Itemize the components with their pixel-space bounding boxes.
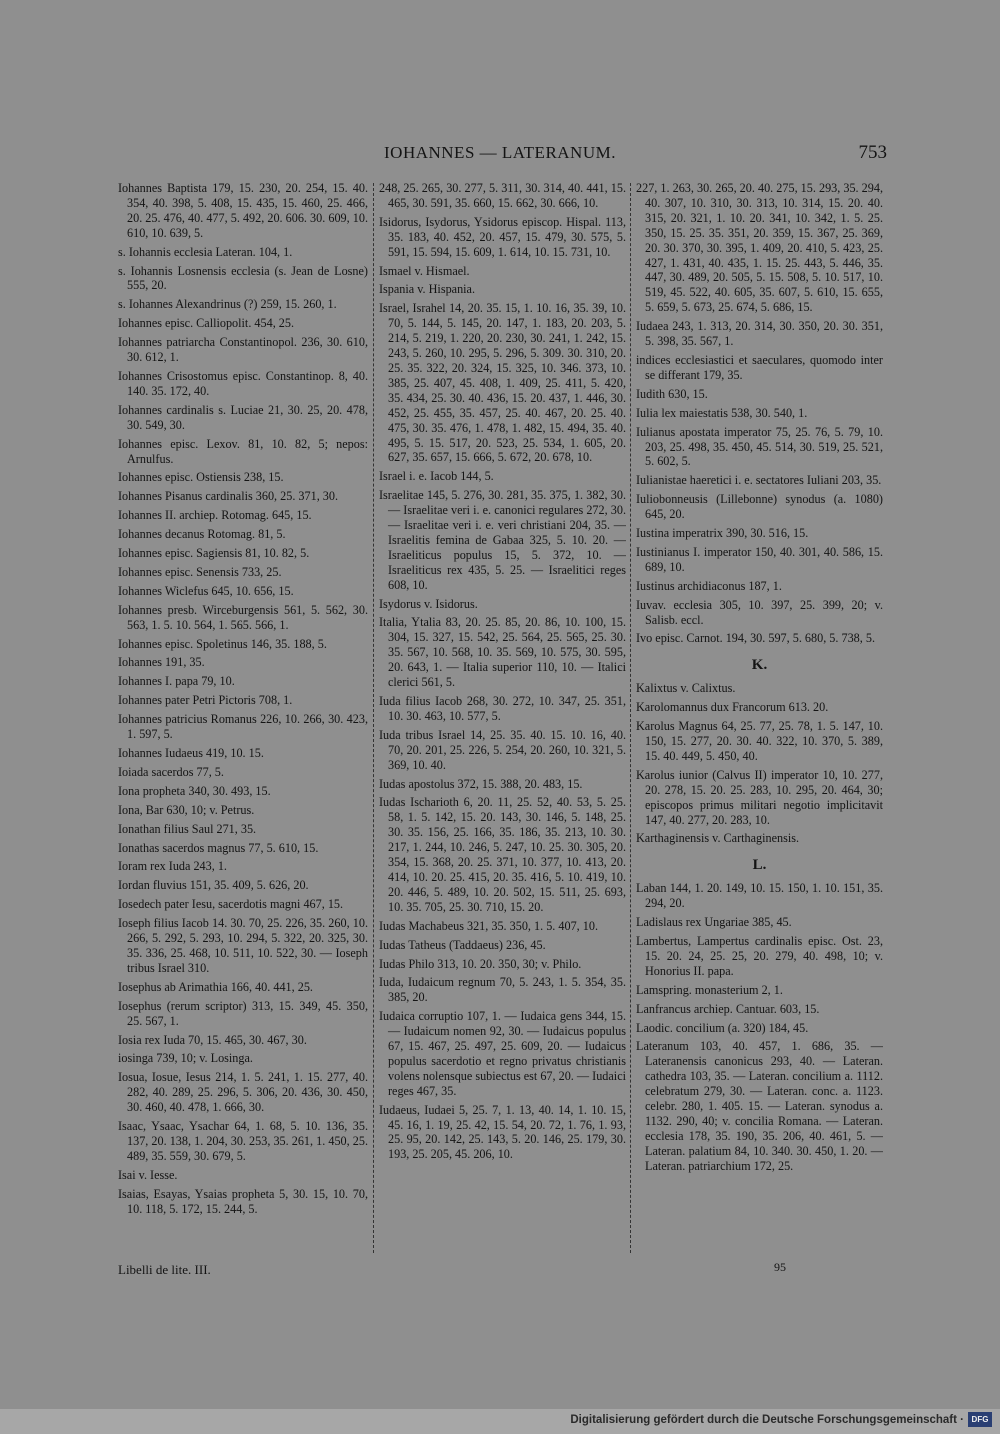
index-entry: Iudas Ischarioth 6, 20. 11, 25. 52, 40. 53, 5. 25. 58, 1. 5. 142, 15. 20. 143, 30. 146, 5. 148, 25. 30. 35. 156, 25. 166, 35. 186, 35. 213, 10. 30. 217, 1. 244, 10. 246, 5. 247, 10. 25. 30. 305, 20. 354, 15. 368, 20. 25. 371, 10. 377, 10. 413, 20. 414, 10. 20. 25. 415, 20. 35. 416, 5. 10. 419, 10. 20. 446, 5. 489, 10. 20. 502, 15. 511, 25. 693, 10. 35. 705, 25. 30. 710, 15. 20.	[379, 795, 626, 914]
index-entry: 248, 25. 265, 30. 277, 5. 311, 30. 314, 40. 441, 15. 465, 30. 591, 35. 660, 15. 662, 30. 666, 10.	[379, 181, 626, 210]
index-entry: 227, 1. 263, 30. 265, 20. 40. 275, 15. 293, 35. 294, 40. 307, 10. 310, 30. 313, 10. 314, 15. 20. 40. 315, 20. 321, 1. 10. 20. 341, 10. 342, 1. 5. 25. 350, 15. 25. 35. 351, 20. 359, 15. 367, 25. 369, 20. 30. 370, 30. 395, 1. 409, 20. 410, 5. 423, 25. 427, 1. 431, 40. 435, 1. 15. 25. 443, 5. 446, 35. 447, 30. 489, 20. 505, 5. 15. 508, 5. 10. 517, 10. 519, 45. 522, 40. 605, 35. 607, 5. 610, 15. 655, 5. 659, 5. 673, 25. 674, 5. 686, 15.	[636, 181, 883, 315]
index-entry: Isaias, Esayas, Ysaias propheta 5, 30. 15, 10. 70, 10. 118, 5. 172, 15. 244, 5.	[118, 1186, 368, 1216]
footer-signature: 95	[774, 1260, 786, 1274]
index-entry: Isai v. Iesse.	[118, 1167, 178, 1182]
index-entry: Iohannes episc. Ostiensis 238, 15.	[118, 470, 284, 485]
index-entry: Laodic. concilium (a. 320) 184, 45.	[636, 1020, 809, 1035]
index-entry: Iohannes II. archiep. Rotomag. 645, 15.	[118, 508, 312, 523]
index-entry: Iohannes Crisostomus episc. Constantinop. 8, 40. 140. 35. 172, 40.	[118, 368, 368, 398]
index-entry: Ispania v. Hispania.	[379, 282, 476, 297]
index-entry: Iohannes episc. Senensis 733, 25.	[118, 564, 282, 579]
index-entry: indices ecclesiastici et saeculares, quomodo inter se differant 179, 35.	[636, 352, 883, 382]
index-entry: Ioram rex Iuda 243, 1.	[118, 859, 227, 874]
index-entry: Iosedech pater Iesu, sacerdotis magni 467, 15.	[118, 897, 344, 912]
index-entry: s. Iohannis ecclesia Lateran. 104, 1.	[118, 244, 293, 259]
index-entry: Israelitae 145, 5. 276, 30. 281, 35. 375, 1. 382, 30. — Israelitae veri i. e. canonici regulares 272, 30. — Israelitae veri i. e. veri christiani 204, 35. — Israelitis femina de Gabaa 325, 5. 10. 20. — Israeliticus populus 15, 5. 372, 10. — Israeliticus rex 435, 5. 25. — Israelitici reges 608, 10.	[379, 488, 626, 592]
index-entry: Lanfrancus archiep. Cantuar. 603, 15.	[636, 1001, 820, 1016]
index-entry: Iohannes presb. Wirceburgensis 561, 5. 562, 30. 563, 1. 5. 10. 564, 1. 565. 566, 1.	[118, 602, 368, 632]
column-divider	[373, 183, 374, 1253]
index-entry: Kalixtus v. Calixtus.	[636, 681, 736, 696]
index-entry: Ionathan filius Saul 271, 35.	[118, 821, 257, 836]
index-entry: Lamspring. monasterium 2, 1.	[636, 982, 783, 997]
index-entry: Iudith 630, 15.	[636, 386, 708, 401]
index-entry: Iustinus archidiaconus 187, 1.	[636, 578, 782, 593]
letter-heading: L.	[752, 857, 767, 874]
index-entry: Italia, Ytalia 83, 20. 25. 85, 20. 86, 10. 100, 15. 304, 15. 327, 15. 542, 25. 564, 25. 565, 25. 30. 35. 567, 10. 568, 10. 35. 569, 10. 575, 30. 595, 20. 643, 1. — Italia superior 110, 10. — Italici clerici 561, 5.	[379, 615, 626, 690]
index-entry: Iohannes episc. Spoletinus 146, 35. 188, 5.	[118, 636, 327, 651]
index-entry: Iustinianus I. imperator 150, 40. 301, 40. 586, 15. 689, 10.	[636, 544, 883, 574]
index-entry: Iosua, Iosue, Iesus 214, 1. 5. 241, 1. 15. 277, 40. 282, 40. 289, 25. 296, 5. 306, 20. 436, 30. 450, 30. 460, 40. 478, 1. 666, 30.	[118, 1070, 368, 1115]
index-entry: Israel, Israhel 14, 20. 35. 15, 1. 10. 16, 35. 39, 10. 70, 5. 144, 5. 145, 20. 147, 1. 183, 20. 203, 5. 214, 5. 219, 1. 220, 20. 230, 30. 241, 1. 242, 15. 243, 5. 260, 10. 295, 5. 296, 5. 309. 30. 310, 20. 25. 35. 322, 20. 324, 15. 325, 10. 346. 373, 10. 385, 25. 407, 45. 408, 1. 409, 25. 411, 5. 420, 35. 434, 25. 30. 40. 436, 15. 20. 437, 1. 446, 30. 452, 25. 455, 35. 457, 25. 40. 467, 20. 25. 40. 475, 30. 35. 476, 1. 478, 1. 482, 15. 494, 35. 40. 495, 5. 15. 517, 20. 523, 25. 534, 1. 605, 20. 627, 35. 657, 15. 666, 5. 672, 20. 678, 10.	[379, 301, 626, 465]
index-entry: Iohannes Wiclefus 645, 10. 656, 15.	[118, 583, 294, 598]
index-entry: Iustina imperatrix 390, 30. 516, 15.	[636, 526, 809, 541]
index-column-3	[636, 181, 883, 1256]
index-entry: Isidorus, Isydorus, Ysidorus episcop. Hispal. 113, 35. 183, 40. 452, 20. 457, 15. 479, 30. 575, 5. 591, 15. 594, 15. 609, 1. 614, 10. 15. 731, 10.	[379, 214, 626, 259]
index-entry: Iohannes patricius Romanus 226, 10. 266, 30. 423, 1. 597, 5.	[118, 712, 368, 742]
index-entry: Iosephus (rerum scriptor) 313, 15. 349, 45. 350, 25. 567, 1.	[118, 998, 368, 1028]
index-entry: Iohannes 191, 35.	[118, 655, 205, 670]
index-entry: Iulia lex maiestatis 538, 30. 540, 1.	[636, 405, 808, 420]
index-entry: Iudas apostolus 372, 15. 388, 20. 483, 15.	[379, 776, 583, 791]
index-entry: Laban 144, 1. 20. 149, 10. 15. 150, 1. 10. 151, 35. 294, 20.	[636, 881, 883, 911]
index-entry: Iulianistae haeretici i. e. sectatores Iuliani 203, 35.	[636, 473, 882, 488]
footer-series-title: Libelli de lite. III.	[118, 1262, 211, 1277]
index-entry: Israel i. e. Iacob 144, 5.	[379, 469, 494, 484]
index-entry: Iudas Machabeus 321, 35. 350, 1. 5. 407, 10.	[379, 918, 599, 933]
index-entry: Iohannes episc. Lexov. 81, 10. 82, 5; nepos: Arnulfus.	[118, 436, 368, 466]
index-entry: s. Iohannis Losnensis ecclesia (s. Jean de Losne) 555, 20.	[118, 263, 368, 293]
index-entry: Iudas Tatheus (Taddaeus) 236, 45.	[379, 937, 546, 952]
column-divider	[630, 183, 631, 1253]
index-entry: Iohannes I. papa 79, 10.	[118, 674, 235, 689]
letter-heading: K.	[751, 657, 768, 674]
index-entry: iosinga 739, 10; v. Losinga.	[118, 1051, 253, 1066]
index-entry: Lateranum 103, 40. 457, 1. 686, 35. — Lateranensis canonicus 293, 40. — Lateran. cathedra 103, 35. — Lateran. concilium a. 1112. celebratum 279, 30. — Lateran. conc. a. 1123. celebr. 280, 1. 405. 15. — Lateran. synodus a. 1132. 290, 40; v. concilia Romana. — Lateran. ecclesia 178, 35. 190, 35. 206, 40. 461, 5. — Lateran. palatium 84, 10. 340. 30. 450, 1. 20. — Lateran. patriarchium 172, 25.	[636, 1039, 883, 1173]
index-entry: Iosephus ab Arimathia 166, 40. 441, 25.	[118, 979, 313, 994]
index-entry: Iuda tribus Israel 14, 25. 35. 40. 15. 10. 16, 40. 70, 20. 201, 25. 226, 5. 254, 20. 260, 10. 321, 5. 369, 10. 40.	[379, 727, 626, 772]
index-entry: Karolus Magnus 64, 25. 77, 25. 78, 1. 5. 147, 10. 150, 15. 277, 20. 30. 40. 322, 10. 370, 5. 389, 15. 40. 449, 5. 450, 40.	[636, 719, 883, 763]
index-entry: Iordan fluvius 151, 35. 409, 5. 626, 20.	[118, 878, 309, 893]
dfg-notice: Digitalisierung gefördert durch die Deutsche Forschungsgemeinschaft ·	[570, 1414, 964, 1426]
index-entry: Iohannes Pisanus cardinalis 360, 25. 371, 30.	[118, 489, 339, 504]
dfg-logo: DFG	[968, 1412, 992, 1427]
index-entry: Iuvav. ecclesia 305, 10. 397, 25. 399, 20; v. Salisb. eccl.	[636, 597, 883, 627]
index-entry: Iona, Bar 630, 10; v. Petrus.	[118, 802, 255, 817]
index-entry: Iona propheta 340, 30. 493, 15.	[118, 783, 271, 798]
index-entry: Iudas Philo 313, 10. 20. 350, 30; v. Philo.	[379, 956, 582, 971]
index-entry: Iuda filius Iacob 268, 30. 272, 10. 347, 25. 351, 10. 30. 463, 10. 577, 5.	[379, 694, 626, 723]
index-column-1	[118, 181, 368, 1256]
index-entry: Lambertus, Lampertus cardinalis episc. Ost. 23, 15. 20. 24, 25. 25, 20. 279, 40. 498, 10; v. Honorius II. papa.	[636, 933, 883, 978]
index-entry: Iohannes episc. Sagiensis 81, 10. 82, 5.	[118, 546, 310, 561]
index-entry: Iulianus apostata imperator 75, 25. 76, 5. 79, 10. 203, 25. 498, 35. 450, 45. 514, 30. 519, 25. 521, 5. 602, 5.	[636, 424, 883, 469]
index-entry: Ivo episc. Carnot. 194, 30. 597, 5. 680, 5. 738, 5.	[636, 631, 875, 646]
index-entry: Karthaginensis v. Carthaginensis.	[636, 831, 800, 846]
index-entry: Iudaica corruptio 107, 1. — Iudaica gens 344, 15. — Iudaicum nomen 92, 30. — Iudaicus populus 67, 15. 467, 25. 497, 25. 609, 20. — Iudaicus populus sacerdotio et regno privatus christianis volens nolensque subiectus est 67, 20. — Iudaici reges 467, 35.	[379, 1009, 626, 1098]
index-entry: Iudaeus, Iudaei 5, 25. 7, 1. 13, 40. 14, 1. 10. 15, 45. 16, 1. 19, 25. 42, 15. 54, 20. 72, 1. 76, 1. 93, 25. 95, 20. 142, 25. 143, 5. 20. 146, 25. 179, 30. 193, 25. 205, 45. 206, 10.	[379, 1102, 626, 1162]
index-entry: Iosia rex Iuda 70, 15. 465, 30. 467, 30.	[118, 1032, 307, 1047]
index-entry: Iohannes decanus Rotomag. 81, 5.	[118, 527, 286, 542]
index-column-2	[379, 181, 626, 1256]
index-entry: Ioseph filius Iacob 14. 30. 70, 25. 226, 35. 260, 10. 266, 5. 292, 5. 293, 10. 294, 5. 322, 20. 325, 30. 35. 336, 25. 468, 10. 511, 10. 522, 30. — Ioseph tribus Israel 310.	[118, 916, 368, 975]
index-entry: Iohannes Baptista 179, 15. 230, 20. 254, 15. 40. 354, 40. 398, 5. 408, 15. 435, 15. 460, 25. 466, 20. 25. 476, 40. 477, 5. 492, 20. 606. 30. 609, 10. 610, 10. 639, 5.	[118, 181, 368, 240]
index-entry: Ioiada sacerdos 77, 5.	[118, 764, 224, 779]
page-header-title: IOHANNES — LATERANUM.	[384, 143, 616, 162]
page-number: 753	[858, 142, 887, 163]
index-entry: Iohannes Iudaeus 419, 10. 15.	[118, 746, 264, 760]
index-entry: Karolus iunior (Calvus II) imperator 10, 10. 277, 20. 278, 15. 20. 25. 283, 10. 295, 20. 464, 30; episcopos primus militari negotio implicitavit 147, 40. 277, 20. 283, 10.	[636, 767, 883, 827]
index-entry: Ladislaus rex Ungariae 385, 45.	[636, 915, 792, 930]
index-entry: s. Iohannes Alexandrinus (?) 259, 15. 260, 1.	[118, 297, 337, 312]
index-entry: Isydorus v. Isidorus.	[379, 596, 478, 611]
index-entry: Iohannes patriarcha Constantinopol. 236, 30. 610, 30. 612, 1.	[118, 335, 368, 365]
index-entry: Iuliobonneusis (Lillebonne) synodus (a. 1080) 645, 20.	[636, 492, 883, 522]
index-entry: Iudaea 243, 1. 313, 20. 314, 30. 350, 20. 30. 351, 5. 398, 35. 567, 1.	[636, 319, 883, 349]
index-entry: Karolomannus dux Francorum 613. 20.	[636, 700, 829, 715]
index-entry: Iohannes pater Petri Pictoris 708, 1.	[118, 693, 293, 708]
index-entry: Iuda, Iudaicum regnum 70, 5. 243, 1. 5. 354, 35. 385, 20.	[379, 975, 626, 1005]
index-entry: Ionathas sacerdos magnus 77, 5. 610, 15.	[118, 840, 319, 855]
index-entry: Isaac, Ysaac, Ysachar 64, 1. 68, 5. 10. 136, 35. 137, 20. 138, 1. 204, 30. 253, 35. 261, 1. 450, 25. 489, 35. 559, 30. 679, 5.	[118, 1119, 368, 1163]
index-entry: Iohannes cardinalis s. Luciae 21, 30. 25, 20. 478, 30. 549, 30.	[118, 402, 368, 432]
index-entry: Ismael v. Hismael.	[379, 263, 470, 278]
index-entry: Iohannes episc. Calliopolit. 454, 25.	[118, 316, 295, 331]
